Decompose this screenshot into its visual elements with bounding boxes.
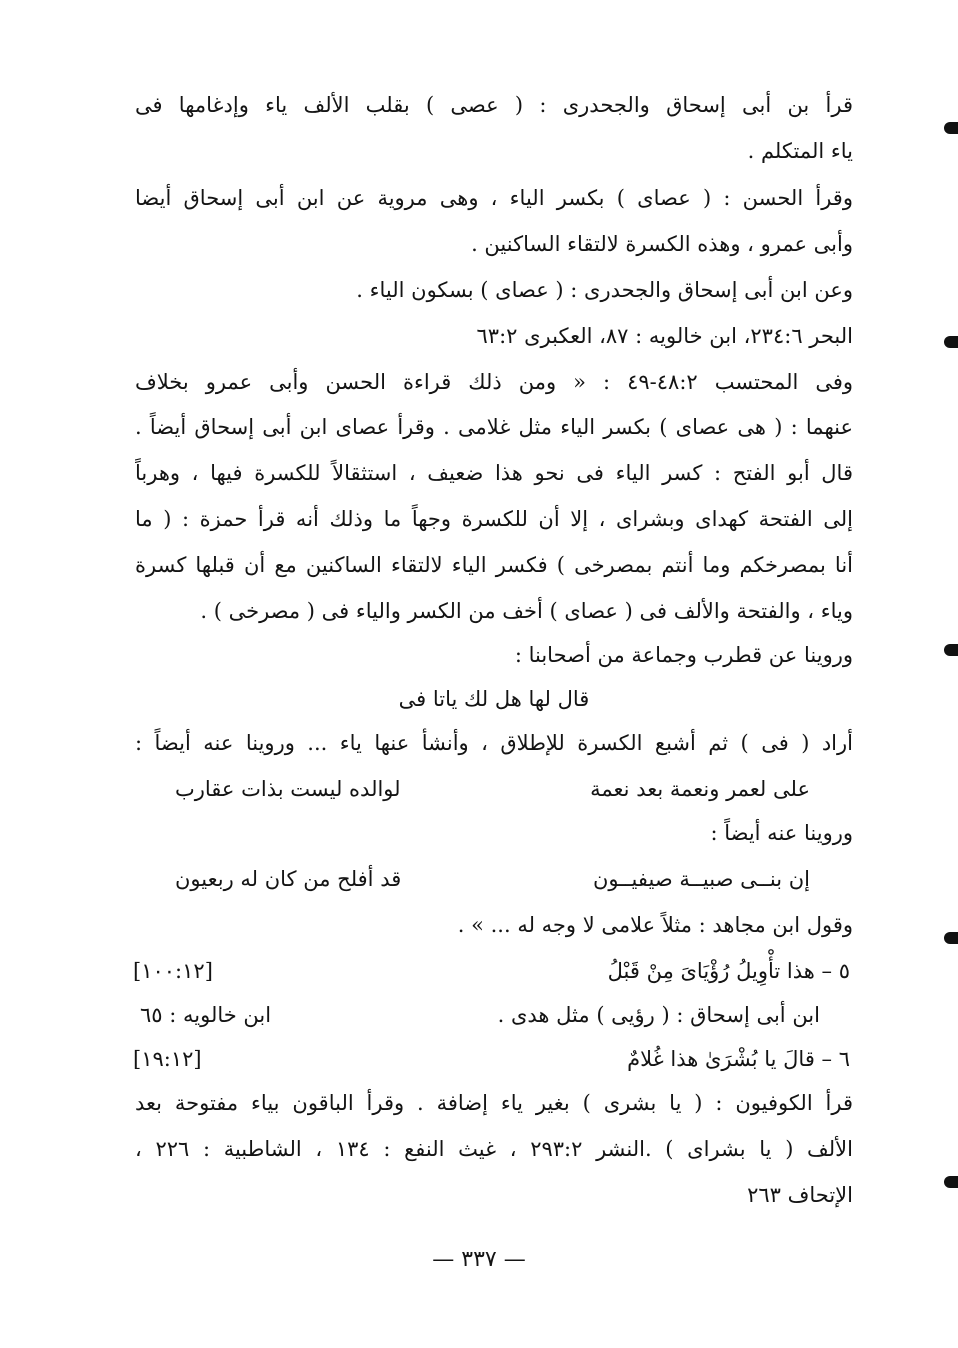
source-citation: البحر ٢٣٤:٦، ابن خالويه : ٨٧، العكبرى ٦٣:٢: [476, 324, 853, 348]
verse-second-hemistich: لوالده ليست بذات عقارب: [175, 777, 401, 801]
margin-mark: [944, 644, 958, 656]
text-line: قرأ بن أبى إسحاق والجحدرى : ( عصى ) بقلب الألف ياء وإدغامها فى: [135, 93, 853, 117]
quran-verse-entry: ٥ – هذا تأْوِيلُ رُؤْيَاىَ مِنْ قَبْلُ: [607, 959, 850, 983]
text-line: وفى المحتسب ٤٨:٢-٤٩ : « ومن ذلك قراءة الحسن وأبى عمرو بخلاف: [135, 370, 853, 394]
margin-mark: [944, 122, 958, 134]
text-line: الألف ( يا بشراى ) .النشر ٢٩٣:٢ ، غيث النفع : ١٣٤ ، الشاطبية : ٢٢٦ ،: [135, 1137, 853, 1161]
text-line: أنا بمصرخكم وما أنتم بمصرخى ) فكسر الياء لالتقاء الساكنين مع أن قبلها كسرة: [135, 553, 853, 577]
text-line: وقول ابن مجاهد : مثلاً علامى لا وجه له ... » .: [457, 913, 853, 937]
margin-mark: [944, 336, 958, 348]
margin-mark: [944, 1176, 958, 1188]
source-citation: ابن خالويه : ٦٥: [140, 1003, 272, 1027]
text-line: وياء ، والفتحة والألف فى ( عصاى ) أخف من الكسر والياء فى ( مصرخى ) .: [200, 599, 853, 623]
margin-mark: [944, 932, 958, 944]
text-line: أراد ( فى ) ثم أشبع الكسرة للإطلاق ، وأنشأ عنها ياء ... وروينا عنه أيضاً :: [135, 731, 853, 755]
text-line: وأبى عمرو ، وهذه الكسرة لالتقاء الساكنين .: [471, 232, 853, 256]
text-line: ابن أبى إسحاق : ( رؤيى ) مثل هدى .: [497, 1003, 820, 1027]
text-line: قرأ الكوفيون : ( يا بشرى ) بغير ياء إضافة . وقرأ الباقون بياء مفتوحة بعد: [135, 1091, 853, 1115]
poetry-line: قال لها هل لك ياتا فى: [398, 687, 590, 711]
quran-verse-entry: ٦ – قالَ يا بُشْرَىٰ هذا غُلامٌ: [627, 1047, 850, 1071]
text-line: الإتحاف ٢٦٣: [747, 1183, 853, 1207]
text-line: وعن ابن أبى إسحاق والجحدرى : ( عصاى ) بسكون الياء .: [356, 278, 853, 302]
verse-reference: [١٩:١٢]: [133, 1047, 202, 1071]
text-line: وروينا عنه أيضاً :: [710, 821, 853, 845]
text-line: قال أبو الفتح : كسر الياء فى نحو هذا ضعيف ، استثقالاً للكسرة فيها ، وهرباً: [135, 461, 853, 485]
verse-first-hemistich: على لعمر ونعمة بعد نعمة: [590, 777, 810, 801]
text-line: ياء المتكلم .: [747, 139, 853, 163]
text-line: عنهما : ( هى عصاى ) بكسر الياء مثل غلامى . وقرأ عصاى ابن أبى إسحاق أيضاً .: [135, 415, 853, 439]
text-line: وروينا عن قطرب وجماعة من أصحابنا :: [514, 643, 853, 667]
page-number: — ٣٣٧ —: [432, 1247, 526, 1272]
verse-second-hemistich: قد أفلح من كان له ربعيون: [175, 867, 402, 891]
text-line: وقرأ الحسن : ( عصاى ) بكسر الياء ، وهى مروية عن ابن أبى إسحاق أيضا: [135, 186, 853, 210]
verse-first-hemistich: إن بنــى صبيــة صيفيــون: [592, 867, 810, 891]
text-line: إلى الفتحة كهداى وبشراى ، إلا أن للكسرة وجهاً ما وذلك أنه قرأ حمزة : ( ما: [135, 507, 853, 531]
verse-reference: [١٠٠:١٢]: [133, 959, 213, 983]
